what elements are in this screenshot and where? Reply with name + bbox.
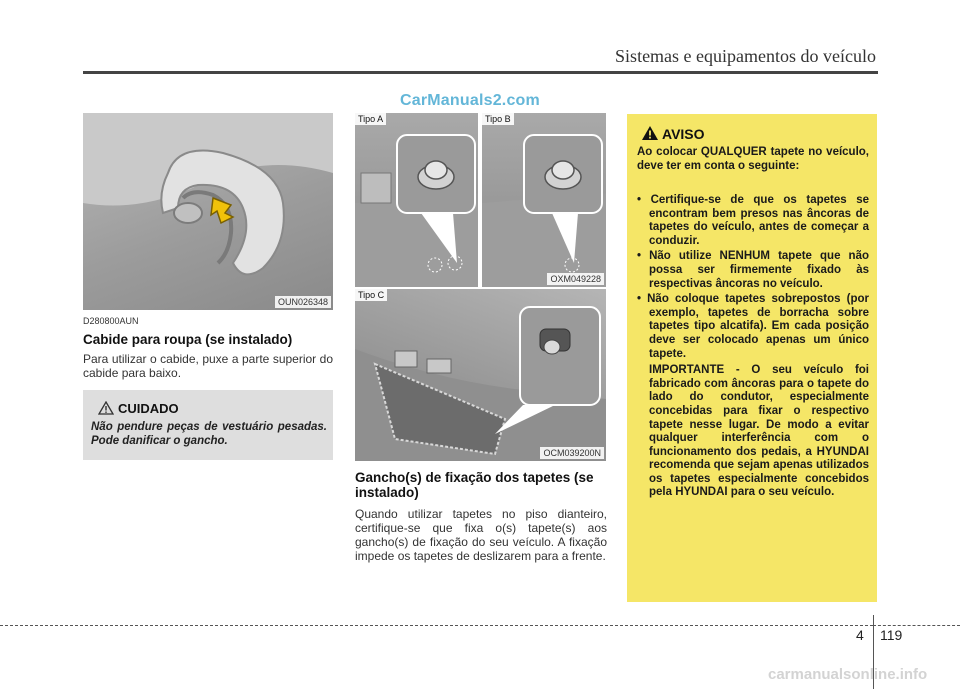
coat-hanger-body: Para utilizar o cabide, puxe a parte superior do cabide para baixo. <box>83 352 333 380</box>
warning-list <box>637 194 869 500</box>
watermark-top: CarManuals2.com <box>400 92 540 109</box>
image-code: OXM049228 <box>547 273 604 285</box>
warning-item: • Não utilize NENHUM tapete que não possa ser firmemente fixado às respectivas âncoras no veículo. <box>637 250 869 290</box>
type-a-illustration <box>355 113 478 287</box>
warning-item: • Certifique-se de que os tapetes se encontram bem presos nas âncoras de tapetes do veículo, antes de começar a conduzir. <box>637 194 869 247</box>
section-title-floor-mat-anchor: Gancho(s) de fixação dos tapetes (se instalado) <box>355 470 594 500</box>
floor-mat-hook-type-b-photo <box>482 113 606 287</box>
floor-mat-hook-type-a-photo <box>355 113 478 287</box>
section-code: D280800AUN <box>83 316 139 326</box>
header-rule <box>83 71 878 74</box>
floor-mat-hook-type-c-photo <box>355 289 606 461</box>
caution-triangle-icon <box>98 401 114 415</box>
label-tipo-b: Tipo B <box>482 113 514 125</box>
page-header-title: Sistemas e equipamentos do veículo <box>615 46 876 66</box>
type-b-illustration <box>482 113 606 287</box>
warning-important: IMPORTANTE - O seu veículo foi fabricado com âncoras para o tapete do lado do condutor, especialmente concebidas para fixar o respectivo tapete nesse lugar. De modo a evitar qualquer interferência com o funcionamento dos pedais, a HYUNDAI recomenda que sejam apenas utilizados os tapetes especialmente concebidos pela HYUNDAI para o seu veículo. <box>649 364 869 499</box>
caution-text: Não pendure peças de vestuário pesadas. Pode danificar o gancho. <box>91 421 327 447</box>
footer-rule <box>873 625 960 626</box>
image-code: OUN026348 <box>275 296 331 308</box>
chapter-number: 4 <box>856 627 864 643</box>
label-tipo-c: Tipo C <box>355 289 387 301</box>
watermark-bottom: carmanualsonline.info <box>768 666 928 683</box>
caution-title: CUIDADO <box>118 401 179 416</box>
section-title-coat-hanger: Cabide para roupa (se instalado) <box>83 332 293 347</box>
footer-rule <box>0 625 873 626</box>
warning-title: AVISO <box>662 126 705 142</box>
floor-mat-anchor-body: Quando utilizar tapetes no piso dianteiro, certifique-se que fixa o(s) tapete(s) aos gancho(s) de fixação do seu veículo. A fixação impede os tapetes de deslizarem para a frente. <box>355 507 607 563</box>
label-tipo-a: Tipo A <box>355 113 386 125</box>
type-c-illustration <box>355 289 606 461</box>
image-code: OCM039200N <box>540 447 604 459</box>
warning-intro: Ao colocar QUALQUER tapete no veículo, deve ter em conta o seguinte: <box>637 146 869 172</box>
coat-hanger-illustration <box>83 113 333 310</box>
coat-hanger-photo <box>83 113 333 310</box>
warning-item: • Não coloque tapetes sobrepostos (por exemplo, tapetes de borracha sobre tapetes tipo alcatifa). Em cada posição deve ser colocado apenas um único tapete. <box>637 293 869 360</box>
page-number: 119 <box>880 627 903 643</box>
warning-triangle-icon <box>641 125 659 141</box>
